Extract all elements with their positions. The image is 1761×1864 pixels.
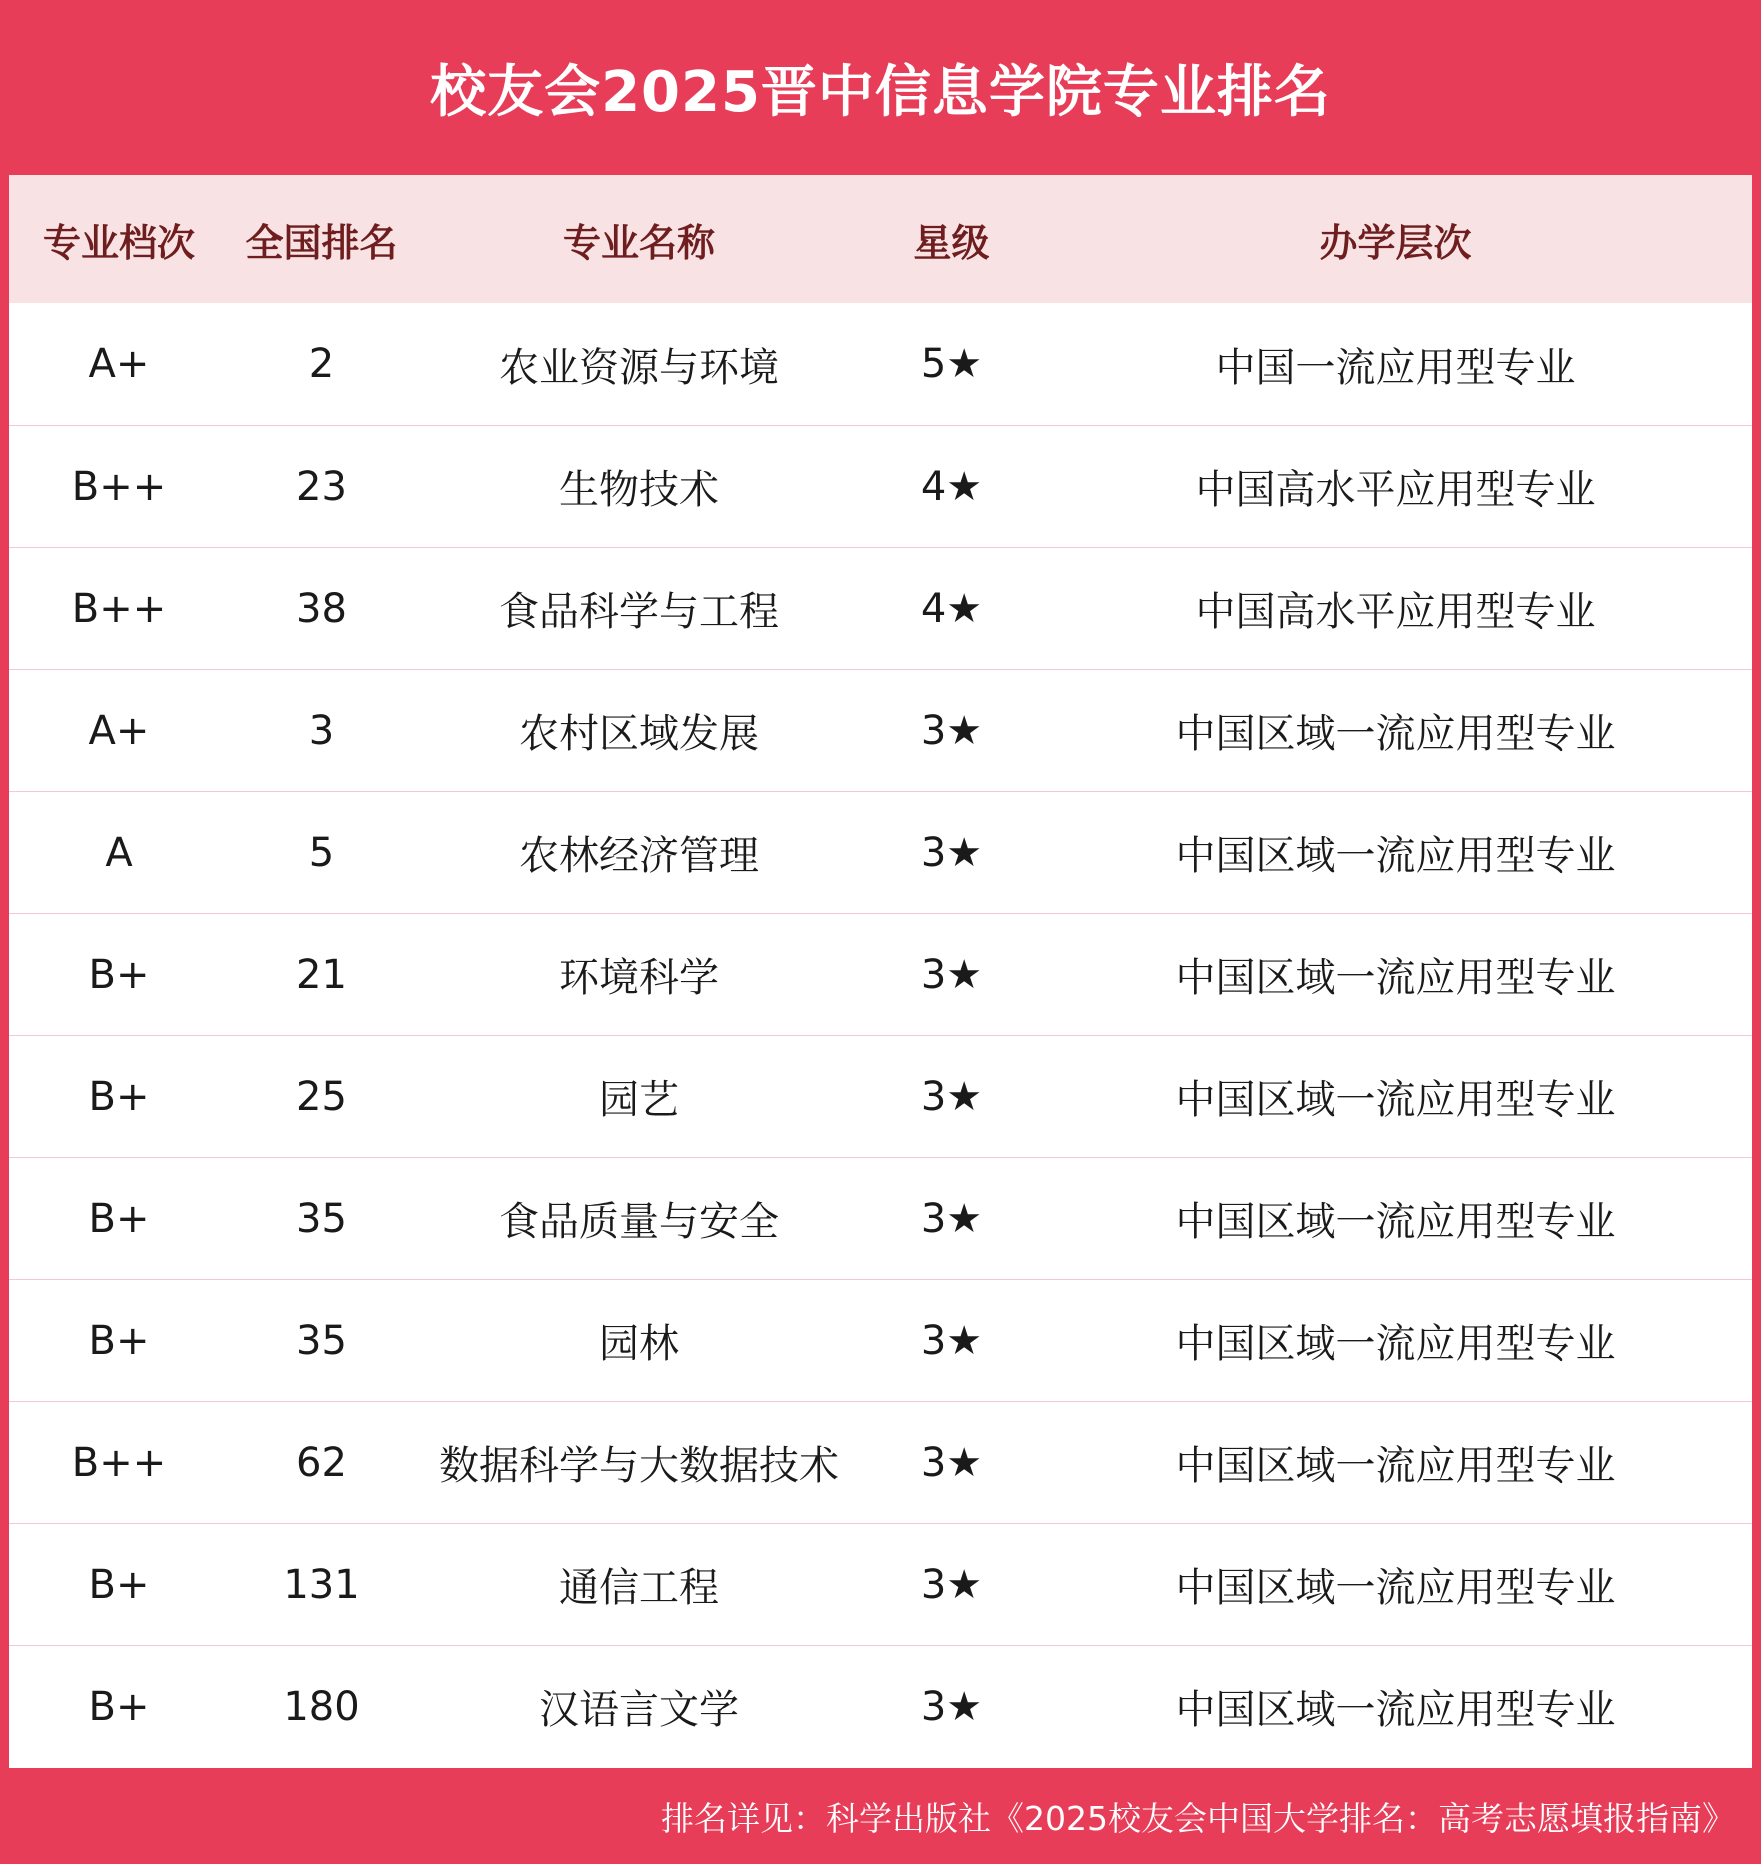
grade-cell: B+ [88,1317,150,1364]
grade-cell: B+ [88,1195,150,1242]
level-cell: 中国区域一流应用型专业 [1175,1443,1616,1489]
ranking-table [9,175,1752,1768]
source-note: 排名详见：科学出版社《2025校友会中国大学排名：高考志愿填报指南》 [661,1798,1735,1838]
level-cell: 中国高水平应用型专业 [1195,467,1596,513]
national-rank-cell: 23 [296,463,347,510]
star-rating-cell: 3★ [920,951,983,998]
level-cell: 中国区域一流应用型专业 [1175,1565,1616,1611]
major-name-cell: 生物技术 [559,467,719,513]
star-rating-cell: 3★ [920,1683,983,1730]
table-row [9,791,1752,913]
table-row [9,1523,1752,1645]
national-rank-cell: 35 [296,1195,347,1242]
grade-cell: B++ [71,585,167,632]
level-cell: 中国区域一流应用型专业 [1175,955,1616,1001]
table-row [9,547,1752,669]
major-name-cell: 数据科学与大数据技术 [439,1443,839,1489]
header-cell: 办学层次 [1319,220,1472,265]
table-row [9,1035,1752,1157]
national-rank-cell: 25 [296,1073,347,1120]
major-name-cell: 农村区域发展 [519,711,759,757]
grade-cell: B++ [71,463,167,510]
star-rating-cell: 3★ [920,707,983,754]
national-rank-cell: 5 [308,829,335,876]
national-rank-cell: 21 [296,951,347,998]
grade-cell: A [105,829,133,876]
header-cell: 全国排名 [245,220,398,265]
major-name-cell: 园林 [599,1321,679,1367]
major-name-cell: 食品质量与安全 [499,1199,779,1245]
major-name-cell: 环境科学 [559,955,719,1001]
national-rank-cell: 38 [296,585,347,632]
national-rank-cell: 35 [296,1317,347,1364]
table-row [9,913,1752,1035]
table-row [9,425,1752,547]
national-rank-cell: 2 [308,341,335,387]
level-cell: 中国区域一流应用型专业 [1175,833,1616,879]
level-cell: 中国一流应用型专业 [1215,344,1576,391]
grade-cell: B+ [88,951,150,998]
national-rank-cell: 131 [283,1561,360,1608]
grade-cell: B++ [71,1439,167,1486]
level-cell: 中国高水平应用型专业 [1195,589,1596,635]
level-cell: 中国区域一流应用型专业 [1175,1321,1616,1367]
major-name-cell: 汉语言文学 [539,1687,739,1733]
grade-cell: B+ [88,1561,150,1608]
grade-cell: B+ [88,1073,150,1120]
grade-cell: A+ [88,341,150,387]
major-name-cell: 农林经济管理 [519,833,759,879]
table-body [9,303,1752,1767]
grade-cell: A+ [88,707,150,754]
major-name-cell: 食品科学与工程 [499,589,779,635]
table-header [9,175,1752,303]
level-cell: 中国区域一流应用型专业 [1175,711,1616,757]
star-rating-cell: 3★ [920,1195,983,1242]
grade-cell: B+ [88,1683,150,1730]
table-row [9,1401,1752,1523]
star-rating-cell: 4★ [920,585,983,632]
header-cell: 专业档次 [42,220,195,265]
star-rating-cell: 4★ [920,463,983,510]
table-row [9,1645,1752,1767]
national-rank-cell: 180 [283,1683,360,1730]
star-rating-cell: 3★ [920,829,983,876]
star-rating-cell: 5★ [920,341,983,387]
table-row [9,669,1752,791]
table-row [9,303,1752,425]
table-row [9,1157,1752,1279]
star-rating-cell: 3★ [920,1073,983,1120]
national-rank-cell: 3 [308,707,335,754]
header-cell: 星级 [913,220,990,265]
header-cell: 专业名称 [562,220,715,265]
major-name-cell: 园艺 [599,1077,679,1123]
page-title: 校友会2025晋中信息学院专业排名 [430,59,1331,125]
level-cell: 中国区域一流应用型专业 [1175,1687,1616,1733]
star-rating-cell: 3★ [920,1317,983,1364]
major-name-cell: 通信工程 [559,1565,719,1611]
star-rating-cell: 3★ [920,1561,983,1608]
table-row [9,1279,1752,1401]
national-rank-cell: 62 [296,1439,347,1486]
major-name-cell: 农业资源与环境 [499,344,779,391]
level-cell: 中国区域一流应用型专业 [1175,1077,1616,1123]
star-rating-cell: 3★ [920,1439,983,1486]
level-cell: 中国区域一流应用型专业 [1175,1199,1616,1245]
